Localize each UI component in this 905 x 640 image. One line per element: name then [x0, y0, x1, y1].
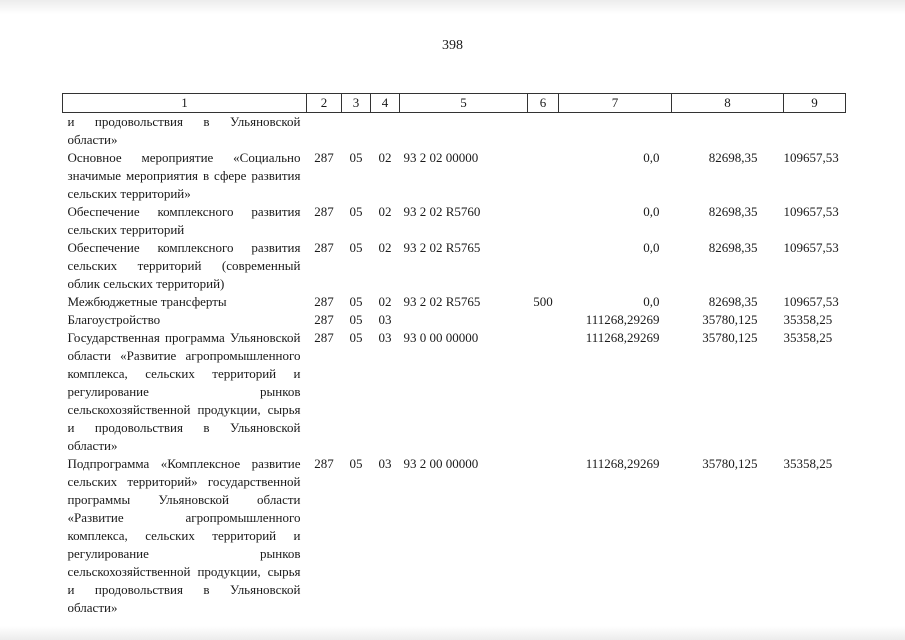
table-row	[63, 311, 846, 329]
cell-c6	[528, 203, 559, 239]
column-header-3: 3	[342, 94, 371, 113]
cell-c9: 109657,53	[783, 240, 839, 255]
cell-c4: 02	[378, 294, 392, 309]
cell-c4	[371, 113, 400, 150]
cell-c5: 93 2 02 R5765	[403, 294, 481, 309]
cell-c4: 03	[378, 312, 392, 327]
cell-c8: 35780,125	[702, 330, 758, 345]
column-header-5: 5	[400, 94, 528, 113]
cell-c6	[528, 311, 559, 329]
cell-c6	[528, 113, 559, 150]
cell-c9: 109657,53	[783, 294, 839, 309]
scan-edge-top	[0, 0, 905, 14]
cell-c9: 109657,53	[783, 204, 839, 219]
cell-c3: 05	[349, 456, 363, 471]
cell-c2: 287	[314, 330, 334, 345]
cell-c4: 02	[378, 150, 392, 165]
cell-c5: 93 0 00 00000	[403, 330, 479, 345]
row-name: Межбюджетные трансферты	[67, 294, 227, 309]
cell-c2: 287	[314, 150, 334, 165]
cell-c2	[307, 113, 342, 150]
row-name: Обеспечение комплексного развития сельских территорий (современный облик сельских территорий)	[67, 240, 301, 291]
cell-c9: 35358,25	[783, 456, 833, 471]
budget-table	[62, 93, 846, 617]
cell-c4: 03	[378, 330, 392, 345]
cell-c7: 0,0	[643, 150, 660, 165]
cell-c7: 0,0	[643, 240, 660, 255]
cell-c7: 0,0	[643, 204, 660, 219]
cell-c8: 35780,125	[702, 456, 758, 471]
cell-c3: 05	[349, 294, 363, 309]
cell-c8: 82698,35	[708, 150, 758, 165]
cell-c4: 02	[378, 240, 392, 255]
row-name: Обеспечение комплексного развития сельских территорий	[67, 204, 301, 237]
table-row	[63, 329, 846, 455]
cell-c4: 02	[378, 204, 392, 219]
row-name: Основное мероприятие «Социально значимые мероприятия в сфере развития сельских территорий»	[67, 150, 301, 201]
cell-c3: 05	[349, 204, 363, 219]
cell-c9: 35358,25	[783, 330, 833, 345]
cell-c9: 109657,53	[783, 150, 839, 165]
cell-c2: 287	[314, 240, 334, 255]
cell-c9	[784, 113, 846, 150]
cell-c8: 35780,125	[702, 312, 758, 327]
column-header-9: 9	[784, 94, 846, 113]
cell-c2: 287	[314, 204, 334, 219]
table-row	[63, 239, 846, 293]
column-header-8: 8	[672, 94, 784, 113]
cell-c6	[528, 455, 559, 617]
table-row	[63, 293, 846, 311]
cell-c2: 287	[314, 312, 334, 327]
cell-c7: 0,0	[643, 294, 660, 309]
cell-c2: 287	[314, 456, 334, 471]
page-number: 398	[442, 38, 463, 53]
cell-c8	[672, 113, 784, 150]
cell-c6	[528, 329, 559, 455]
cell-c7	[559, 113, 672, 150]
cell-c5: 93 2 00 00000	[403, 456, 479, 471]
table-row	[63, 113, 846, 150]
row-name: и продовольствия в Ульяновской области»	[67, 114, 301, 147]
row-name: Подпрограмма «Комплексное развитие сельских территорий» государственной программы Ульяновской области «Развитие агропромышленного комплекса, сельских территорий и регулирование рынков сельскохозяйственной продукции, сырья и продовольствия в Ульяновской области»	[67, 456, 301, 615]
cell-c7: 111268,29269	[585, 456, 660, 471]
cell-c3: 05	[349, 330, 363, 345]
cell-c5	[400, 113, 528, 150]
cell-c6: 500	[533, 294, 553, 309]
cell-c7: 111268,29269	[585, 312, 660, 327]
cell-c2: 287	[314, 294, 334, 309]
cell-c3: 05	[349, 312, 363, 327]
column-header-6: 6	[528, 94, 559, 113]
cell-c3	[342, 113, 371, 150]
column-header-4: 4	[371, 94, 400, 113]
cell-c3: 05	[349, 150, 363, 165]
column-header-2: 2	[307, 94, 342, 113]
cell-c9: 35358,25	[783, 312, 833, 327]
cell-c4: 03	[378, 456, 392, 471]
column-header-7: 7	[559, 94, 672, 113]
cell-c5: 93 2 02 R5765	[403, 240, 481, 255]
column-header-1: 1	[63, 94, 307, 113]
cell-c7: 111268,29269	[585, 330, 660, 345]
cell-c8: 82698,35	[708, 240, 758, 255]
cell-c5	[400, 311, 528, 329]
cell-c8: 82698,35	[708, 204, 758, 219]
cell-c5: 93 2 02 R5760	[403, 204, 481, 219]
row-name: Государственная программа Ульяновской области «Развитие агропромышленного комплекса, сельских территорий и регулирование рынков сельскохозяйственной продукции, сырья и продовольствия в Ульяновской области»	[67, 330, 301, 453]
row-name: Благоустройство	[67, 312, 161, 327]
cell-c6	[528, 149, 559, 203]
cell-c8: 82698,35	[708, 294, 758, 309]
header-row	[63, 94, 846, 113]
table-row	[63, 203, 846, 239]
cell-c6	[528, 239, 559, 293]
table-row	[63, 149, 846, 203]
cell-c3: 05	[349, 240, 363, 255]
scan-edge-bottom	[0, 626, 905, 640]
cell-c5: 93 2 02 00000	[403, 150, 479, 165]
table-row	[63, 455, 846, 617]
